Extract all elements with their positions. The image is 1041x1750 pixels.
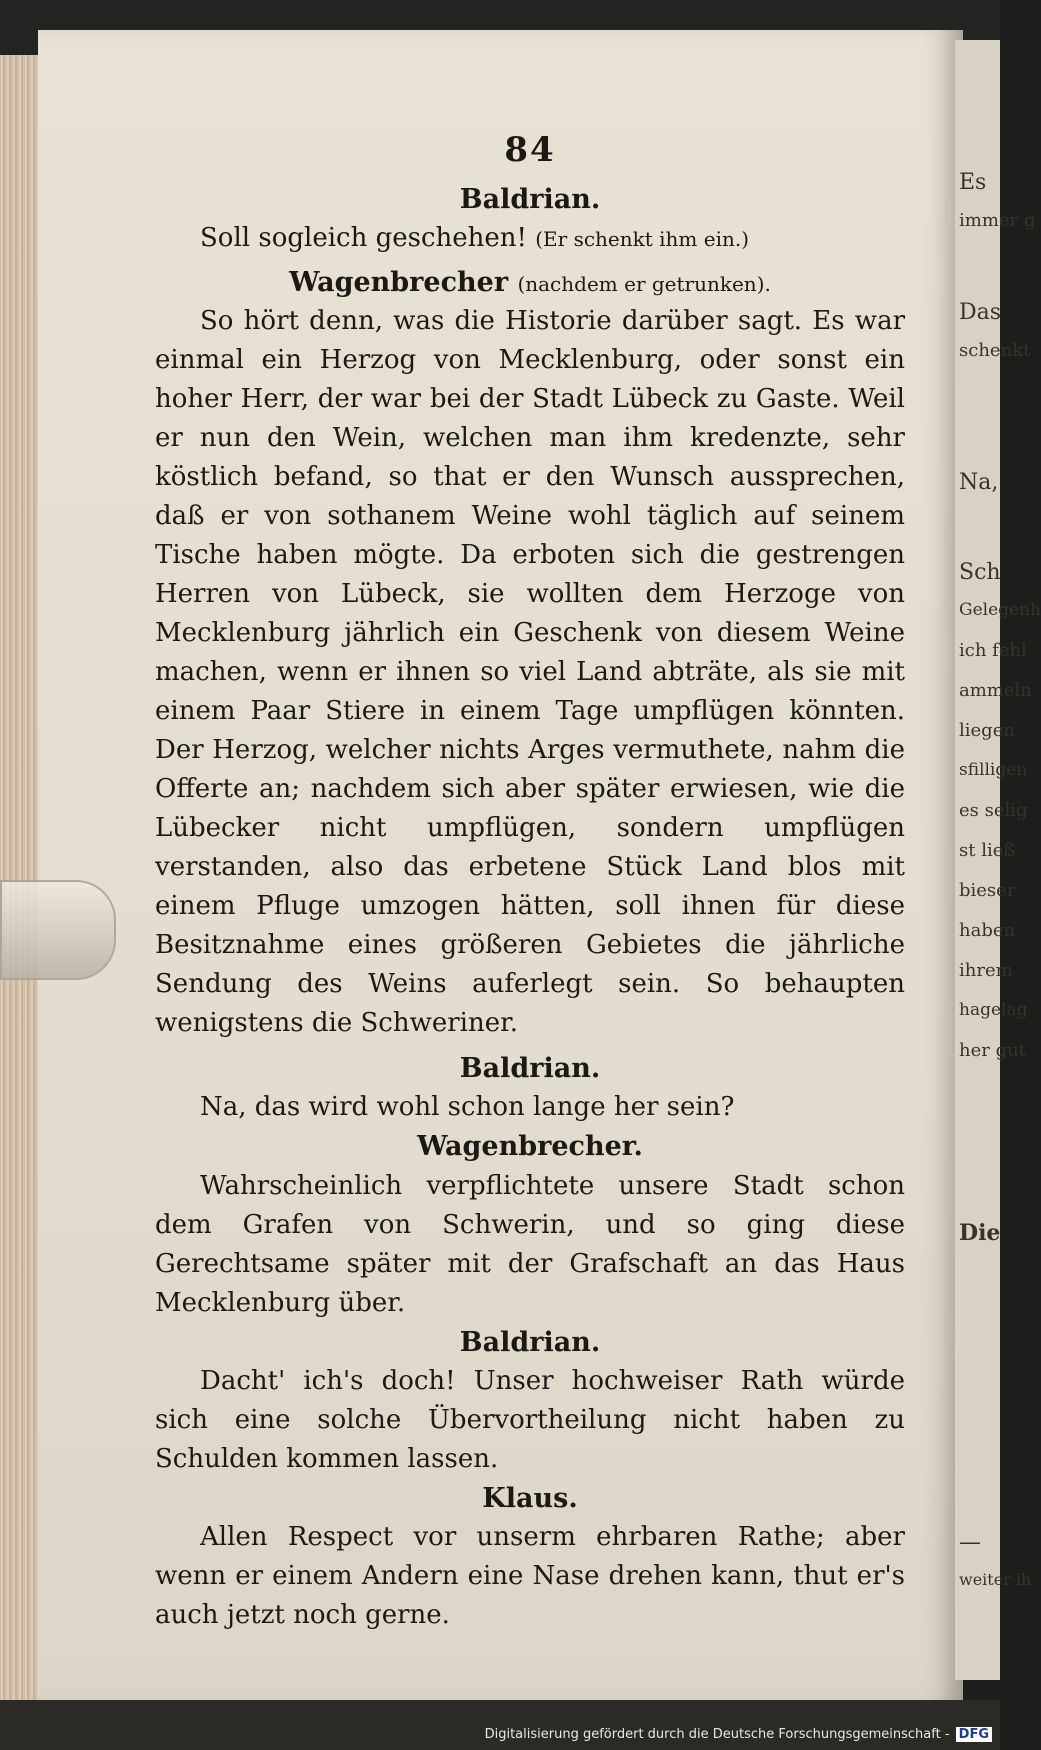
dialogue-paragraph: Allen Respect vor unserm ehrbaren Rathe; aber wenn er einem Andern eine Nase drehen kann, thut er's auch jetzt noch gerne. [155, 1521, 905, 1630]
facing-fragment: haben [959, 920, 1016, 941]
dialogue-line [155, 219, 905, 259]
facing-fragment: schenkt [959, 340, 1031, 361]
facing-fragment: sfilligen [959, 760, 1028, 780]
facing-fragment: ich fehl [959, 640, 1027, 661]
stage-direction: (Er schenkt ihm ein.) [535, 227, 750, 252]
facing-fragment: Sch [959, 560, 1001, 585]
dialogue-text: Soll sogleich geschehen! [200, 223, 527, 254]
digitization-credit [485, 1727, 992, 1742]
speaker-name: Baldrian. [459, 1326, 601, 1358]
speaker-name: Klaus. [482, 1482, 578, 1514]
scan-background-bottom [0, 1700, 1000, 1750]
credit-text: Digitalisierung gefördert durch die Deutsche Forschungsgemeinschaft - [484, 1727, 950, 1742]
facing-fragment: Das [959, 300, 1002, 325]
facing-fragment: liegen [959, 720, 1015, 741]
dialogue-paragraph: Na, das wird wohl schon lange her sein? [200, 1092, 735, 1123]
page-number: 84 [504, 130, 556, 170]
facing-fragment: es selig [959, 800, 1028, 821]
facing-fragment: immer g [959, 210, 1036, 231]
dialogue-paragraph: So hört denn, was die Historie darüber sagt. Es war einmal ein Herzog von Mecklenburg, oder sonst ein hoher Herr, der war bei der Stadt Lübeck zu Gaste. Weil er nun den Wein, welchen man ihm kredenzte, sehr köstlich befand, so that er den Wunsch aussprechen, daß er von sothanem Weine wohl täglich auf seinem Tische haben mögte. Da erboten sich die gestrengen Herren von Lübeck, sie wollten dem Herzoge von Mecklenburg jährlich ein Geschenk von diesem Weine machen, wenn er ihnen so viel Land abträte, als sie mit einem Paar Stiere in einem Tage umpflügen könnten. Der Herzog, welcher nichts Arges vermuthete, nahm die Offerte an; nachdem sich aber später erwiesen, wie die Lübecker nicht umpflügen, sondern umpflügen verstanden, also das erbetene Stück Land blos mit einem Pfluge umzogen hätten, soll ihnen für diese Besitznahme eines größeren Gebietes die jährliche Sendung des Weins auferlegt sein. So behaupten wenigstens die Schweriner. [155, 306, 905, 1039]
dialogue-paragraph: Dacht' ich's doch! Unser hochweiser Rath würde sich eine solche Übervortheilung nicht haben zu Schulden kommen lassen. [155, 1365, 905, 1474]
facing-fragment: bieser [959, 880, 1016, 901]
facing-page-fragment [955, 40, 1041, 1680]
facing-fragment: ammeln [959, 680, 1032, 701]
facing-fragment: ihrem [959, 960, 1013, 981]
facing-fragment: Na, [959, 470, 999, 495]
speaker-name: Wagenbrecher [289, 267, 509, 299]
facing-fragment: Die [959, 1220, 1001, 1246]
facing-fragment: — [959, 1530, 981, 1555]
facing-fragment: hagelag [959, 1000, 1028, 1020]
page-content [155, 130, 905, 1635]
stage-direction: (nachdem er getrunken). [517, 272, 771, 297]
facing-fragment: Gelegenh [959, 600, 1041, 620]
facing-fragment: Es [959, 170, 987, 195]
facing-fragment: her gut [959, 1040, 1026, 1061]
speaker-with-direction [155, 263, 905, 302]
speaker-name: Baldrian. [459, 184, 601, 215]
page-marker-tab [0, 880, 116, 980]
speaker-name: Baldrian. [459, 1053, 601, 1085]
speaker-name: Wagenbrecher. [417, 1131, 643, 1163]
dialogue-paragraph: Wahrscheinlich verpflichtete unsere Stadt schon dem Grafen von Schwerin, und so ging diese Gerechtsame später mit der Grafschaft an das Haus Mecklenburg über. [155, 1170, 905, 1318]
facing-fragment: weiter ih [959, 1570, 1032, 1589]
facing-fragment: st ließ [959, 840, 1016, 861]
dfg-logo: DFG [956, 1727, 992, 1742]
